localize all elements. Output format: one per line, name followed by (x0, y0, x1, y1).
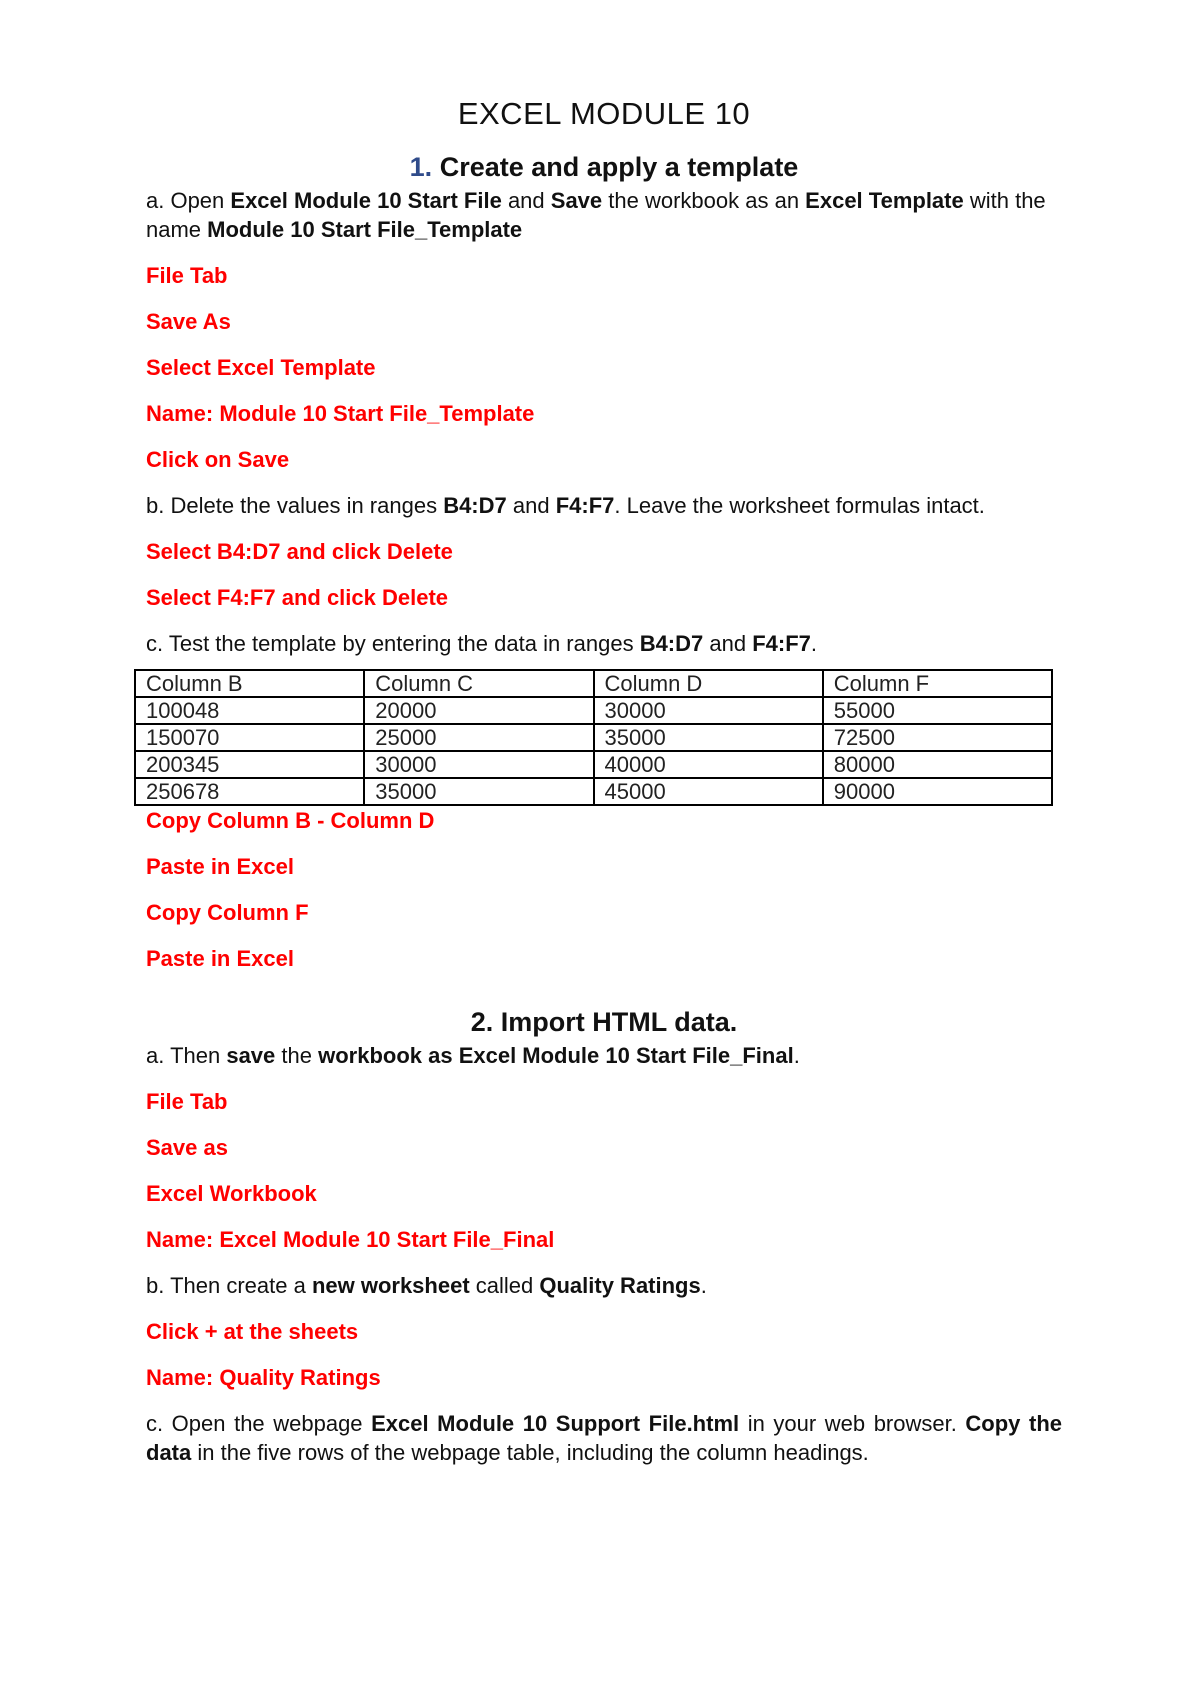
table-cell: 35000 (594, 724, 823, 751)
section-1-heading (146, 148, 1062, 186)
table-cell: 30000 (364, 751, 593, 778)
step-1a-1: File Tab (146, 263, 228, 288)
step-2a-1: File Tab (146, 1089, 228, 1114)
document-content (146, 88, 1062, 1467)
step-1c-4: Paste in Excel (146, 946, 294, 971)
section-1-title: Create and apply a template (439, 152, 799, 182)
section-2-heading: 2. Import HTML data. (470, 1007, 738, 1037)
table-cell: 90000 (823, 778, 1052, 805)
step-1b-2: Select F4:F7 and click Delete (146, 585, 449, 610)
table-cell: 80000 (823, 751, 1052, 778)
table-row (135, 697, 1052, 724)
test-data-table (134, 669, 1053, 806)
step-2b-2: Name: Quality Ratings (146, 1365, 381, 1390)
step-1b-1: Select B4:D7 and click Delete (146, 539, 453, 564)
table-header-cell: Column F (823, 670, 1052, 697)
table-header-row (135, 670, 1052, 697)
step-1a-2: Save As (146, 309, 231, 334)
table-cell: 55000 (823, 697, 1052, 724)
table-cell: 72500 (823, 724, 1052, 751)
table-cell: 45000 (594, 778, 823, 805)
table-header-cell: Column D (594, 670, 823, 697)
table-row (135, 724, 1052, 751)
instruction-2c: c. Open the webpage Excel Module 10 Support File.html in your web browser. Copy the data in the five rows of the webpage table, including the column headings. (146, 1411, 1062, 1465)
step-2a-4: Name: Excel Module 10 Start File_Final (146, 1227, 555, 1252)
instruction-2a: a. Then save the workbook as Excel Module 10 Start File_Final. (146, 1043, 800, 1068)
table-header-cell: Column C (364, 670, 593, 697)
table-cell: 30000 (594, 697, 823, 724)
instruction-1c: c. Test the template by entering the data in ranges B4:D7 and F4:F7. (146, 631, 818, 656)
instruction-2b: b. Then create a new worksheet called Quality Ratings. (146, 1273, 707, 1298)
step-2b-1: Click + at the sheets (146, 1319, 359, 1344)
table-row (135, 778, 1052, 805)
step-1c-1: Copy Column B - Column D (146, 808, 435, 833)
step-1a-5: Click on Save (146, 447, 290, 472)
step-2a-3: Excel Workbook (146, 1181, 317, 1206)
table-header-cell: Column B (135, 670, 364, 697)
instruction-1a: a. Open Excel Module 10 Start File and Save the workbook as an Excel Template with the name Module 10 Start File_Template (146, 188, 1046, 242)
table-cell: 150070 (135, 724, 364, 751)
table-cell: 40000 (594, 751, 823, 778)
table-cell: 25000 (364, 724, 593, 751)
instruction-1b: b. Delete the values in ranges B4:D7 and F4:F7. Leave the worksheet formulas intact. (146, 493, 985, 518)
table-cell: 20000 (364, 697, 593, 724)
step-1a-4: Name: Module 10 Start File_Template (146, 401, 535, 426)
table-cell: 100048 (135, 697, 364, 724)
step-1c-2: Paste in Excel (146, 854, 294, 879)
step-1c-3: Copy Column F (146, 900, 309, 925)
document-title: EXCEL MODULE 10 (457, 96, 751, 131)
table-row (135, 751, 1052, 778)
table-cell: 250678 (135, 778, 364, 805)
step-1a-3: Select Excel Template (146, 355, 376, 380)
table-cell: 200345 (135, 751, 364, 778)
section-1-number: 1. (409, 152, 433, 182)
table-cell: 35000 (364, 778, 593, 805)
step-2a-2: Save as (146, 1135, 228, 1160)
